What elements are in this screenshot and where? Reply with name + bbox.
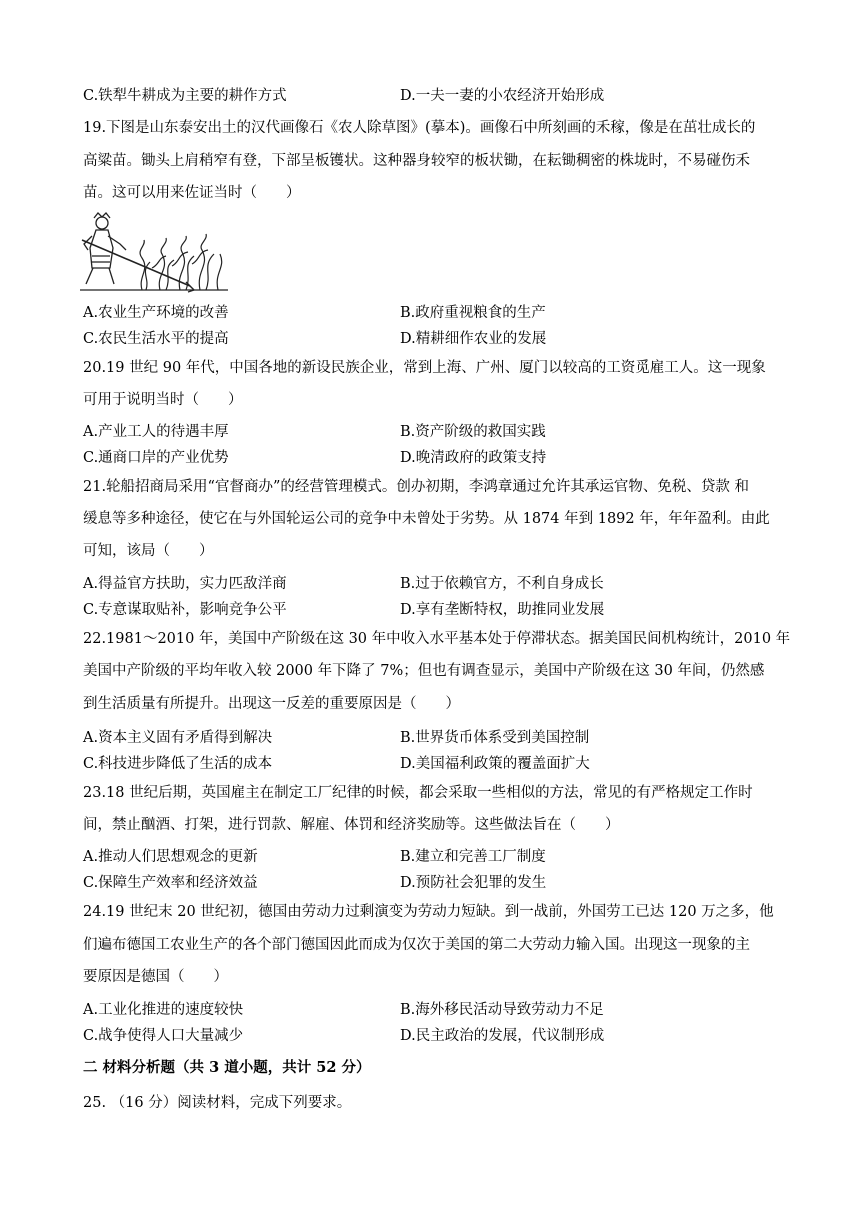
section-2-heading: 二 材料分析题（共 3 道小题，共计 52 分） [83, 1059, 371, 1076]
q24-stem-line-1: 24.19 世纪末 20 世纪初，德国由劳动力过剩演变为劳动力短缺。到一战前，外国劳工已达 120 万之多，他 [83, 904, 774, 920]
q20-stem-line-2: 可用于说明当时（ ） [83, 392, 243, 408]
q21-stem-line-3: 可知，该局（ ） [83, 543, 214, 559]
q20-option-b: B.资产阶级的救国实践 [400, 424, 546, 440]
q25-stem-line-1: 25. （16 分）阅读材料，完成下列要求。 [83, 1095, 352, 1111]
q18-option-d: D.一夫一妻的小农经济开始形成 [400, 88, 605, 104]
q21-option-c: C.专意谋取贴补，影响竞争公平 [83, 602, 287, 618]
q23-option-a: A.推动人们思想观念的更新 [83, 849, 258, 865]
q20-stem-line-1: 20.19 世纪 90 年代，中国各地的新设民族企业，常到上海、广州、厦门以较高的工资觅雇工人。这一现象 [83, 360, 766, 376]
q22-stem-line-3: 到生活质量有所提升。出现这一反差的重要原因是（ ） [83, 696, 460, 712]
q19-stem-line-1: 19.下图是山东泰安出土的汉代画像石《农人除草图》(摹本)。画像石中所刻画的禾稼，像是在茁壮成长的 [83, 120, 756, 136]
q19-option-a: A.农业生产环境的改善 [83, 305, 229, 321]
q23-stem-line-1: 23.18 世纪后期，英国雇主在制定工厂纪律的时候，都会采取一些相似的方法，常见的有严格规定工作时 [83, 785, 753, 801]
q20-option-d: D.晚清政府的政策支持 [400, 450, 547, 466]
q20-option-a: A.产业工人的待遇丰厚 [83, 424, 229, 440]
q22-option-d: D.美国福利政策的覆盖面扩大 [400, 756, 590, 772]
q19-stem-line-3: 苗。这可以用来佐证当时（ ） [83, 185, 301, 201]
q22-option-c: C.科技进步降低了生活的成本 [83, 756, 273, 772]
q18-option-c: C.铁犁牛耕成为主要的耕作方式 [83, 88, 287, 104]
q22-option-a: A.资本主义固有矛盾得到解决 [83, 730, 273, 746]
q24-stem-line-3: 要原因是德国（ ） [83, 969, 228, 985]
q20-option-c: C.通商口岸的产业优势 [83, 450, 229, 466]
q21-option-a: A.得益官方扶助，实力匹敌洋商 [83, 576, 287, 592]
q21-stem-line-2: 缓息等多种途径，使它在与外国轮运公司的竞争中未曾处于劣势。从 1874 年到 1892 年，年年盈利。由此 [83, 511, 770, 527]
q23-option-b: B.建立和完善工厂制度 [400, 849, 546, 865]
q23-stem-line-2: 间，禁止酗酒、打架，进行罚款、解雇、体罚和经济奖励等。这些做法旨在（ ） [83, 817, 620, 833]
q22-stem-line-2: 美国中产阶级的平均年收入较 2000 年下降了 7%；但也有调查显示，美国中产阶级在这 30 年间，仍然感 [83, 663, 765, 679]
q24-option-d: D.民主政治的发展，代议制形成 [400, 1028, 605, 1044]
q19-stem-line-2: 高粱苗。锄头上肩稍窄有登，下部呈板镬状。这种器身较窄的板状锄，在耘锄稠密的株垅时，不易碰伤禾 [83, 153, 750, 169]
q19-option-c: C.农民生活水平的提高 [83, 331, 229, 347]
q19-option-d: D.精耕细作农业的发展 [400, 331, 547, 347]
q22-stem-line-1: 22.1981～2010 年，美国中产阶级在这 30 年中收入水平基本处于停滞状态。据美国民间机构统计，2010 年 [83, 631, 791, 647]
q24-option-b: B.海外移民活动导致劳动力不足 [400, 1002, 604, 1018]
q19-option-b: B.政府重视粮食的生产 [400, 305, 546, 321]
q24-stem-line-2: 们遍布德国工农业生产的各个部门德国因此而成为仅次于美国的第二大劳动力输入国。出现这一现象的主 [83, 937, 750, 953]
q21-stem-line-1: 21.轮船招商局采用“官督商办”的经营管理模式。创办初期，李鸿章通过允许其承运官物、免税、贷款 和 [83, 479, 749, 495]
q24-option-c: C.战争使得人口大量减少 [83, 1028, 244, 1044]
q21-option-d: D.享有垄断特权，助推同业发展 [400, 602, 605, 618]
q22-option-b: B.世界货币体系受到美国控制 [400, 730, 590, 746]
farmer-weeding-figure [80, 210, 228, 296]
q24-option-a: A.工业化推进的速度较快 [83, 1002, 244, 1018]
q21-option-b: B.过于依赖官方，不利自身成长 [400, 576, 604, 592]
q23-option-c: C.保障生产效率和经济效益 [83, 875, 258, 891]
q23-option-d: D.预防社会犯罪的发生 [400, 875, 547, 891]
